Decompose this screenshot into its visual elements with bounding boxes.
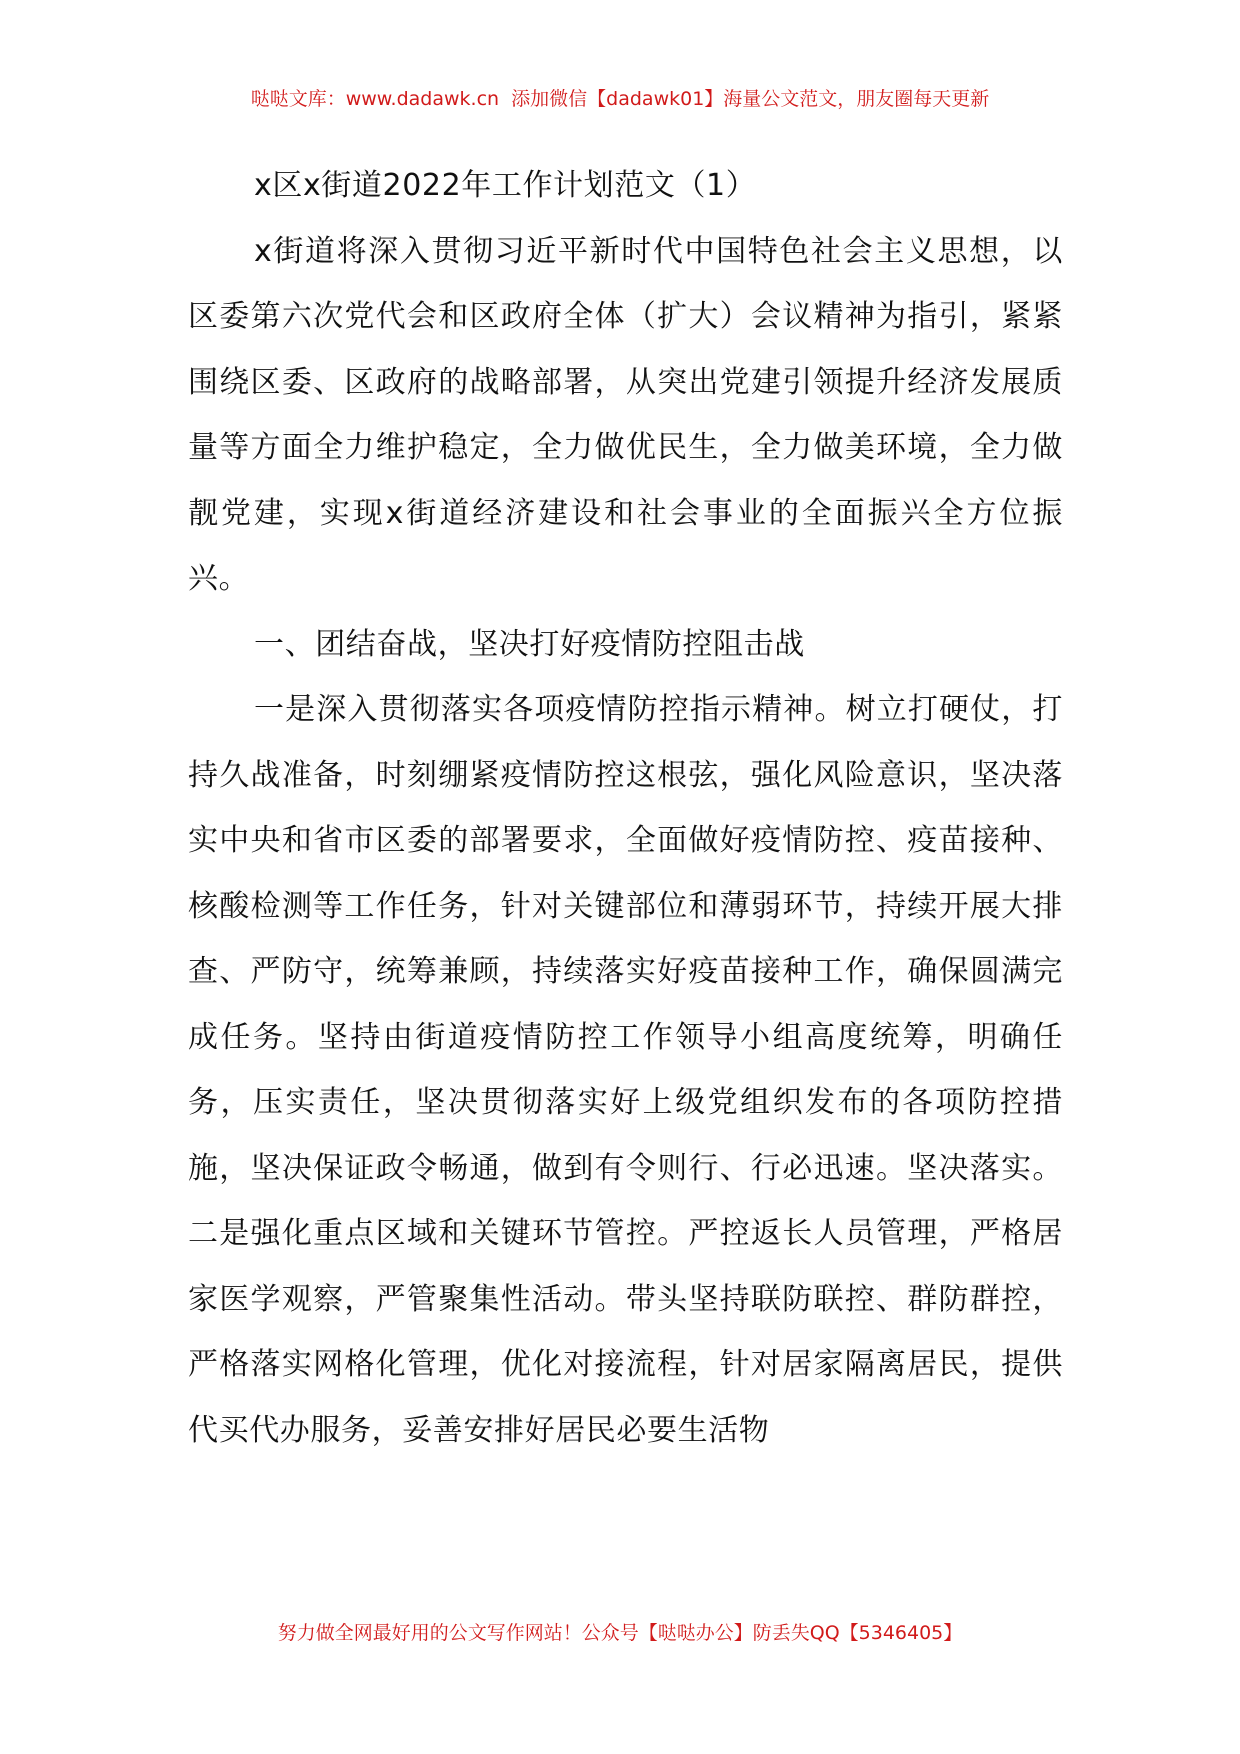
intro-paragraph: x街道将深入贯彻习近平新时代中国特色社会主义思想，以区委第六次党代会和区政府全体（扩大）会议精神为指引，紧紧围绕区委、区政府的战略部署，从突出党建引领提升经济发展质量等方面全力维护稳定，全力做优民生，全力做美环境，全力做靓党建，实现x街道经济建设和社会事业的全面振兴全方位振兴。	[188, 233, 1063, 596]
document-title: x区x街道2022年工作计划范文（1）	[254, 168, 757, 203]
section-paragraph: 一是深入贯彻落实各项疫情防控指示精神。树立打硬仗，打持久战准备，时刻绷紧疫情防控这根弦，强化风险意识，坚决落实中央和省市区委的部署要求，全面做好疫情防控、疫苗接种、核酸检测等工作任务，针对关键部位和薄弱环节，持续开展大排查、严防守，统筹兼顾，持续落实好疫苗接种工作，确保圆满完成任务。坚持由街道疫情防控工作领导小组高度统筹，明确任务，压实责任，坚决贯彻落实好上级党组织发布的各项防控措施，坚决保证政令畅通，做到有令则行、行必迅速。坚决落实。二是强化重点区域和关键环节管控。严控返长人员管理，严格居家医学观察，严管聚集性活动。带头坚持联防联控、群防群控，严格落实网格化管理，优化对接流程，针对居家隔离居民，提供代买代办服务，妥善安排好居民必要生活物	[188, 692, 1063, 1448]
header-banner: 哒哒文库：www.dadawk.cn 添加微信【dadawk01】海量公文范文，朋友圈每天更新	[250, 88, 990, 110]
document-body	[188, 153, 1063, 1463]
footer-banner: 努力做全网最好用的公文写作网站！公众号【哒哒办公】防丢失QQ【5346405】	[277, 1622, 963, 1644]
section-heading: 一、团结奋战，坚决打好疫情防控阻击战	[254, 626, 805, 662]
